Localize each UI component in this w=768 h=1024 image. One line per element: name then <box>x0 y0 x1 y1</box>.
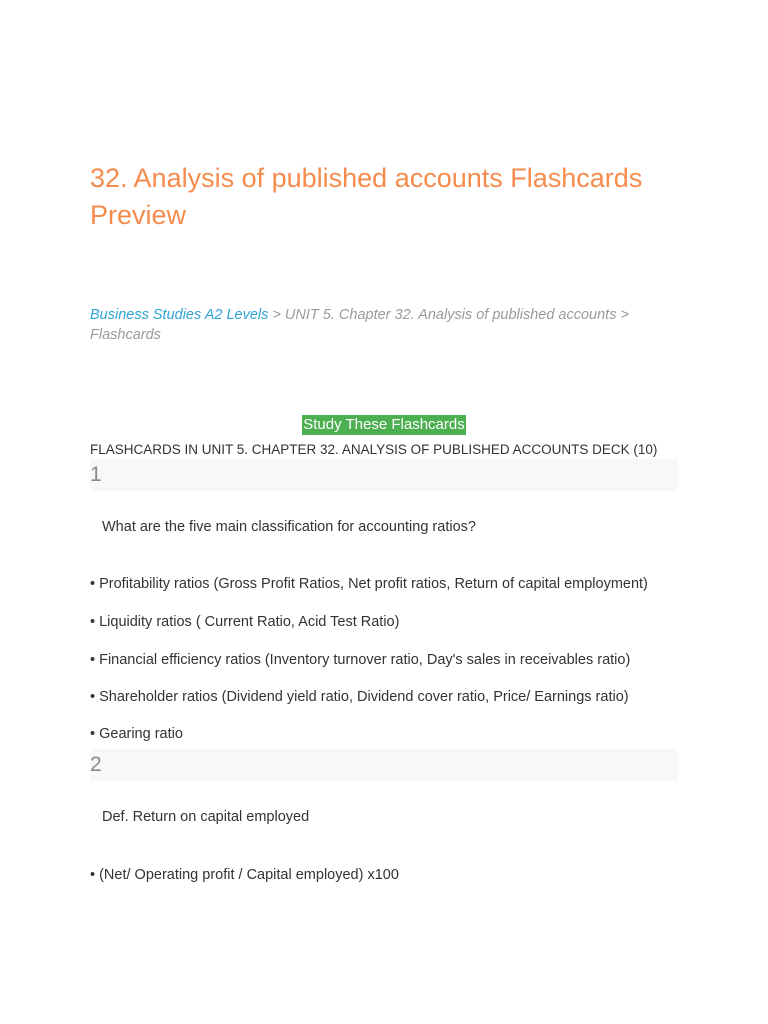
card-answer-line: • Shareholder ratios (Dividend yield ratio, Dividend cover ratio, Price/ Earnings ratio) <box>90 689 629 705</box>
card-answer-line: • Profitability ratios (Gross Profit Ratios, Net profit ratios, Return of capital employment) <box>90 576 648 592</box>
card-question: Def. Return on capital employed <box>102 809 310 825</box>
breadcrumb-link-business-studies[interactable]: Business Studies A2 Levels <box>90 307 269 323</box>
card-question: What are the five main classification for accounting ratios? <box>102 519 476 535</box>
card-answer-line: • Financial efficiency ratios (Inventory turnover ratio, Day's sales in receivables ratio) <box>90 652 631 668</box>
card-answer-line: • Gearing ratio <box>90 726 183 742</box>
page-title: 32. Analysis of published accounts Flashcards Preview <box>90 163 643 230</box>
card-number-header <box>90 749 678 781</box>
card-number: 2 <box>90 753 102 776</box>
card-answer-line: • Liquidity ratios ( Current Ratio, Acid Test Ratio) <box>90 614 400 630</box>
breadcrumb <box>90 305 678 345</box>
study-flashcards-button[interactable]: Study These Flashcards <box>303 416 465 433</box>
study-button-container <box>90 415 678 435</box>
card-number: 1 <box>90 463 102 486</box>
card-number-header <box>90 459 678 491</box>
breadcrumb-trail: > UNIT 5. Chapter 32. Analysis of published accounts > Flashcards <box>90 307 629 343</box>
deck-heading: FLASHCARDS IN UNIT 5. CHAPTER 32. ANALYSIS OF PUBLISHED ACCOUNTS DECK (10) <box>90 442 658 457</box>
card-answer-line: • (Net/ Operating profit / Capital employed) x100 <box>90 867 399 883</box>
